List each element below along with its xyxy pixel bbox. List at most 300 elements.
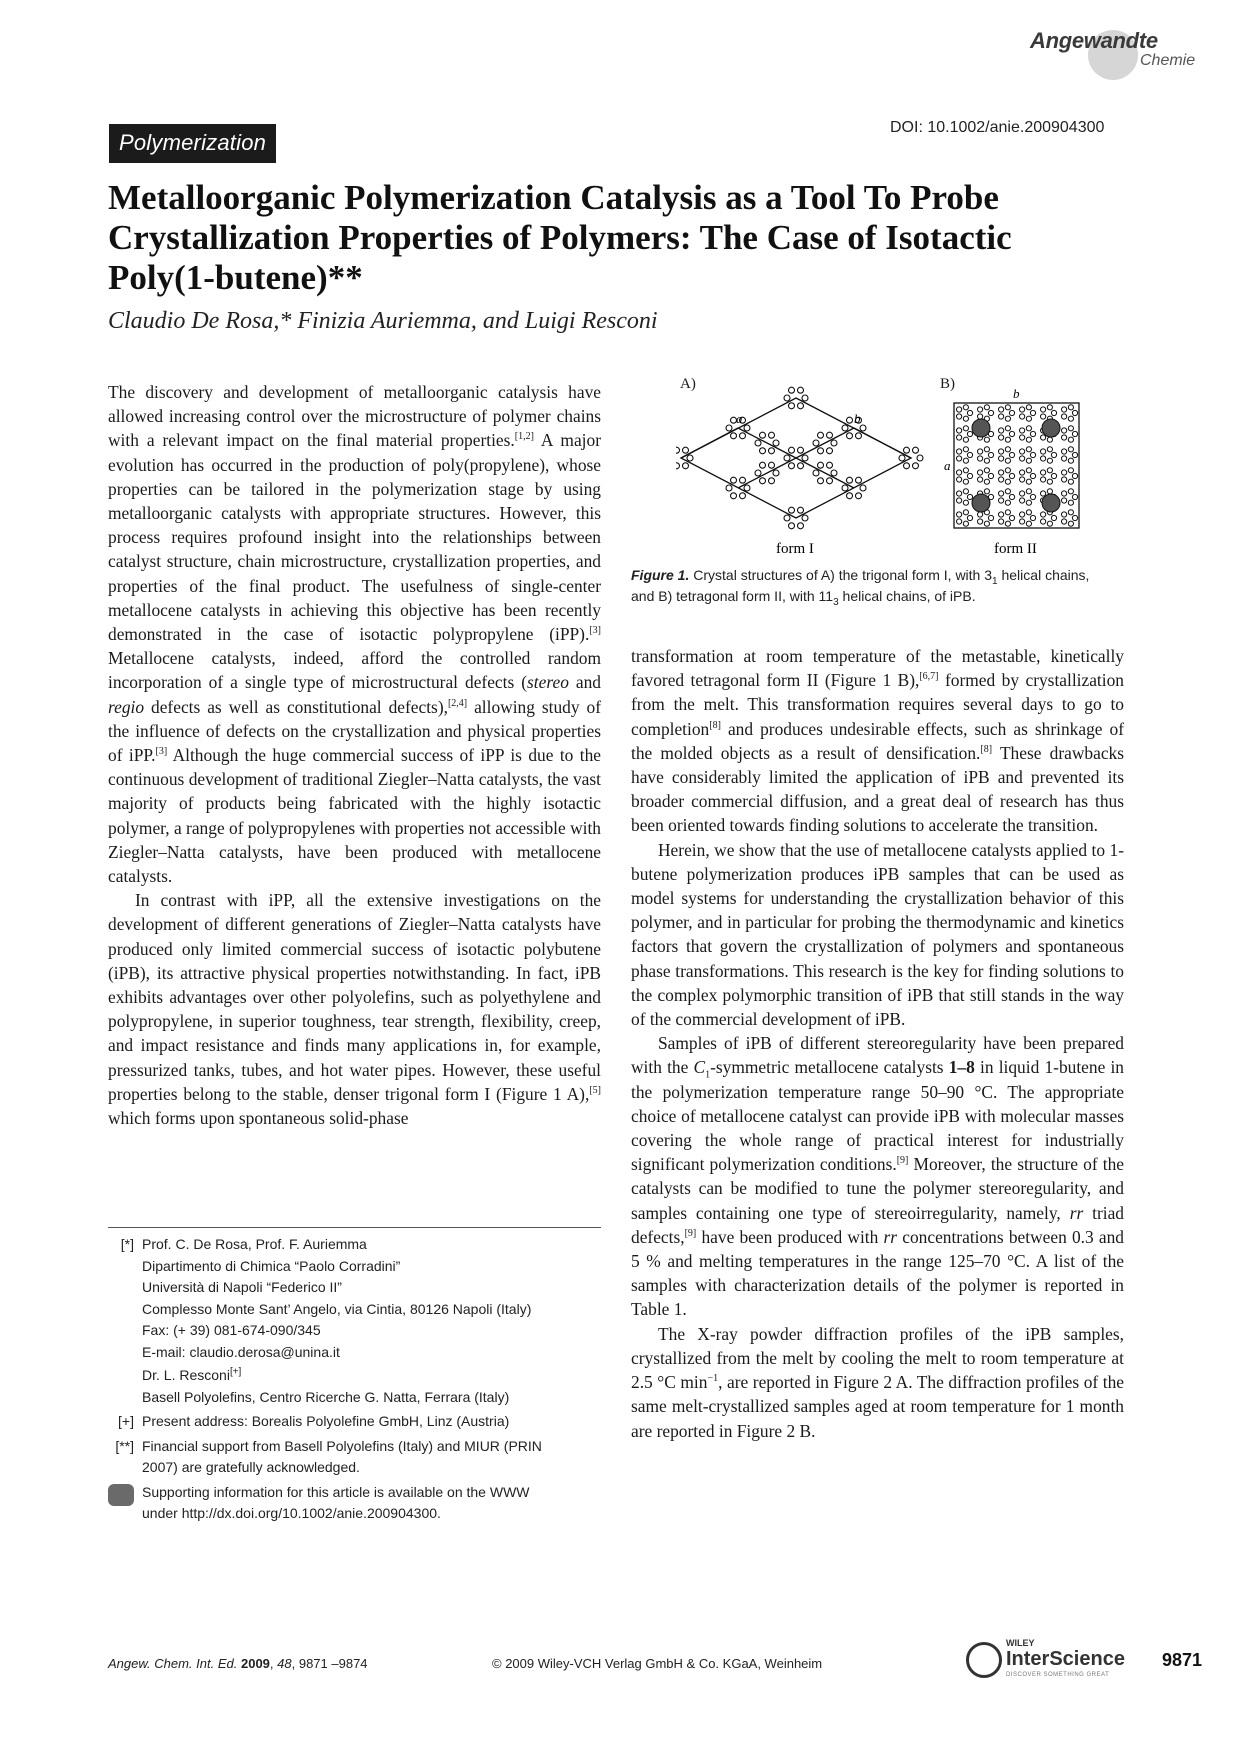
atom [1047,521,1052,526]
atom [683,447,689,453]
atom [1047,468,1052,473]
atom [760,462,766,468]
atom [773,440,779,446]
atom [1041,519,1046,524]
atom [784,515,790,521]
text: helical chains, and B) tetragonal form II, with 11 [631,567,1090,604]
atom [676,463,680,469]
atom [1005,521,1010,526]
atom [1005,458,1010,463]
atom [847,433,853,439]
atom [1005,510,1010,515]
atom [687,455,693,461]
atom [726,485,732,491]
footnote-mark: [+] [118,1413,134,1429]
atom [1005,416,1010,421]
caption-label: Figure 1. [631,567,690,583]
atom [913,463,919,469]
atom [1041,512,1046,517]
atom [802,395,808,401]
atom [978,519,983,524]
citation[interactable]: [6,7] [919,671,939,683]
italic-term: regio [108,696,145,717]
atom [744,485,750,491]
atom [1009,494,1014,499]
atom [1026,489,1031,494]
atom [1030,515,1035,520]
atom [740,433,746,439]
atom [789,463,795,469]
footnote-line: Supporting information for this article is available on the WWW [142,1483,530,1500]
form-2-label: form II [994,541,1037,557]
atom [1051,410,1056,415]
subscript: 1 [992,575,998,587]
text: allowing study of the influence of defects on the crystallization and physical properties of iPP. [108,696,602,766]
atom [818,478,824,484]
atom [978,414,983,419]
subscript: 3 [833,596,839,608]
atom [963,521,968,526]
axis-b-form-2: b [1013,386,1020,401]
citation[interactable]: [9] [896,1155,909,1167]
atom [760,448,766,454]
atom [784,455,790,461]
atom [1062,414,1067,419]
publisher-name: InterScience [1006,1648,1125,1670]
atom [1005,405,1010,410]
atom [999,470,1004,475]
atom [963,458,968,463]
footnote-mark: [*] [120,1236,134,1252]
journal-name: Angew. Chem. Int. Ed. [108,1656,238,1671]
atom [984,479,989,484]
text: concentrations between 0.3 and 5 % and melting temperatures in the range 125–70 °C. A list of the samples with characterization details of the polymer is reported in Table 1. [631,1226,1124,1320]
atom [963,426,968,431]
atom [1047,479,1052,484]
figure-1 [676,378,1086,558]
atom [963,447,968,452]
atom [1030,494,1035,499]
atom [1062,435,1067,440]
atom [1026,416,1031,421]
atom [1068,458,1073,463]
italic-term: C [693,1057,706,1078]
atom [740,493,746,499]
atom [988,473,993,478]
text: formed by crystallization from the melt. This transformation requires several days to go to completion [631,670,1124,739]
atom [827,448,833,454]
footnote-affiliation [108,1234,608,1408]
atom [963,489,968,494]
atom [1026,426,1031,431]
atom [1026,500,1031,505]
atom [1026,437,1031,442]
text: in liquid 1-butene in the polymerization temperature range 50–90 °C. The appropriate choice of metallocene catalyst can provide iPB with molecular masses covering the whole range of practical interest for industrially significant polymerization conditions. [631,1057,1124,1175]
text: and [568,672,601,693]
atom [1062,491,1067,496]
atom [1005,468,1010,473]
atom [999,519,1004,524]
atom [760,432,766,438]
atom [988,410,993,415]
atom [984,437,989,442]
journal-citation: Angew. Chem. Int. Ed. 2009, 48, 9871 –9874 [108,1656,368,1671]
atom [1026,447,1031,452]
text: Although the huge commercial success of iPP is due to the continuous development of traditional Ziegler–Natta catalysts, the vast majority of products being fabricated with the highly isotactic polymer, a range of polypropylenes with properties not accessible with Ziegler–Natta catalysts, have been produced with metallocene catalysts. [108,745,601,887]
atom [773,470,779,476]
atom [957,435,962,440]
atom [1020,435,1025,440]
atom [1062,498,1067,503]
footnote-line: Università di Napoli “Federico II” [142,1279,342,1295]
atom [1041,491,1046,496]
email-link[interactable]: E-mail: claudio.derosa@unina.it [142,1343,340,1360]
atom [755,440,761,446]
atom [957,512,962,517]
atom [789,387,795,393]
atom [978,456,983,461]
atom [999,449,1004,454]
footnote-divider [108,1227,601,1228]
atom [818,462,824,468]
atom [789,403,795,409]
supporting-info-link[interactable]: under http://dx.doi.org/10.1002/anie.200904300. [142,1505,441,1521]
atom [978,477,983,482]
atom [984,405,989,410]
atom [1041,407,1046,412]
atom [789,523,795,529]
atom [1026,510,1031,515]
atom [1051,515,1056,520]
unit-cell-form-2 [954,403,1079,528]
atom [847,493,853,499]
atom [1062,512,1067,517]
atom [1068,437,1073,442]
doi[interactable]: DOI: 10.1002/anie.200904300 [890,119,1105,136]
atom [899,455,905,461]
atom [1068,426,1073,431]
italic-term: stereo [527,672,569,693]
atom [984,458,989,463]
text: Crystal structures of A) the trigonal form I, with 3 [689,567,993,583]
atom [1009,410,1014,415]
atom [957,519,962,524]
atom [984,489,989,494]
text: which forms upon spontaneous solid-phase [108,1108,409,1129]
atom [1026,458,1031,463]
atom [967,494,972,499]
text: In contrast with iPP, all the extensive investigations on the development of different generations of Ziegler–Natta catalysts have produced only limited commercial success of isotactic polybutene (iPB), its attractive physical properties notwithstanding. In fact, iPB exhibits advantages over other polyolefins, such as polyethylene and polypropylene, in superior toughness, tear strength, flexibility, creep, and impact resistance and finds many applications in, for example, pressurized tanks, tubes, and hot water pipes. However, these useful properties belong to the stable, denser trigonal form I (Figure 1 A), [108,890,601,1104]
atom [999,428,1004,433]
atom [957,428,962,433]
atom [978,449,983,454]
atom [963,479,968,484]
footnote-line [142,1365,531,1387]
atom [1026,521,1031,526]
paragraph: Herein, we show that the use of metallocene catalysts applied to 1-butene polymerization produces iPB samples that can be used as model systems for understanding the crystallization behavior of this polymer, and in particular for probing the thermodynamic and kinetics factors that govern the crystallization of polymers and spontaneous phase transformations. This research is the key for finding solutions to the complex polymorphic transition of iPB that still stands in the way of the commercial development of iPB. [631,839,1124,1030]
atom [1062,470,1067,475]
footnote-funding [108,1436,608,1479]
atom [1062,407,1067,412]
text: and produces undesirable effects, such as shrinkage of the molded objects as a result of densification. [631,718,1124,763]
atom [1072,452,1077,457]
atom [1005,437,1010,442]
text: A major evolution has occurred in the production of poly(propylene), whose properties can be tailored in the polymerization stage by using metalloorganic catalysts with appropriate structures. However, this process requires profound insight into the relationships between catalyst structure, chain microstructure, crystallization properties, and properties of the final product. The usefulness of single-center metallocene catalysts in achieving this objective has been recently demonstrated in the case of isotactic polypropylene (iPP). [108,430,601,645]
atom [1068,521,1073,526]
footnote-present-address [108,1411,608,1433]
atom [1068,479,1073,484]
atom [784,395,790,401]
atom [1068,489,1073,494]
figure-panel-label-a: A) [680,376,696,392]
atom [1030,431,1035,436]
atom [1020,498,1025,503]
atom [1062,477,1067,482]
citation[interactable]: [3] [155,746,168,758]
atom [683,463,689,469]
atom [1005,500,1010,505]
citation[interactable]: [1,2] [514,431,534,443]
atom [831,470,837,476]
atom [1068,510,1073,515]
atom [789,507,795,513]
atom [769,432,775,438]
interscience-logo [966,1636,1146,1686]
subscript: 1 [705,1069,711,1081]
atom [856,493,862,499]
text: helical chains, of iPB. [838,588,976,604]
atom [967,473,972,478]
atom [1020,449,1025,454]
atom [957,477,962,482]
italic-term: rr [883,1226,898,1247]
atom [978,407,983,412]
footnote-line: Complesso Monte Sant’ Angelo, via Cintia, 80126 Napoli (Italy) [142,1300,532,1317]
atom [1068,500,1073,505]
form-1-label: form I [776,541,814,557]
atom [842,425,848,431]
footnote-line: Prof. C. De Rosa, Prof. F. Auriemma [142,1236,367,1252]
article-authors: Claudio De Rosa,* Finizia Auriemma, and Luigi Resconi [108,308,658,334]
atom [813,440,819,446]
atom [831,440,837,446]
section-tag: Polymerization [109,124,276,163]
citation[interactable]: [2,4] [447,697,468,709]
text: -symmetric metallocene catalysts [710,1057,949,1078]
journal-year: 2009 [240,1656,270,1671]
atom [999,491,1004,496]
atom [967,431,972,436]
paragraph [631,1031,1124,1321]
atom [999,407,1004,412]
atom [904,447,910,453]
text: Samples of iPB of different stereoregularity have been prepared with the [631,1033,1124,1078]
atom [1020,477,1025,482]
footnote-line: Dipartimento di Chimica “Paolo Corradini” [142,1257,401,1274]
atom [798,463,804,469]
atom [963,437,968,442]
atom [1068,416,1073,421]
atom [731,477,737,483]
atom [1041,456,1046,461]
paragraph [631,1322,1124,1443]
footnote-line: Fax: (+ 39) 081-674-090/345 [142,1322,321,1338]
atom [842,485,848,491]
atom [978,470,983,475]
atom [802,515,808,521]
atom [789,447,795,453]
atom [1041,470,1046,475]
atom [1068,405,1073,410]
page-number: 9871 [1162,1650,1203,1670]
journal-volume: 48 [277,1656,292,1671]
atom [818,432,824,438]
atom [957,456,962,461]
figure-panel-label-b: B) [940,376,955,392]
atom [1068,468,1073,473]
atom [1062,456,1067,461]
atom [1072,494,1077,499]
atom [1020,414,1025,419]
atom [856,477,862,483]
atom [917,455,923,461]
footnote-line: Present address: Borealis Polyolefine GmbH, Linz (Austria) [142,1413,510,1429]
atom [1062,519,1067,524]
atom [957,449,962,454]
axis-a-form-2: a [944,458,951,473]
atom [1005,479,1010,484]
text: The discovery and development of metalloorganic catalysis have allowed increasing control over the microstructure of polymer chains with a relevant impact on the final material properties. [108,382,601,451]
crystal-structure-diagram [676,378,1086,558]
atom [957,407,962,412]
text: These drawbacks have considerably limited the application of iPB and prevented its broader commercial diffusion, and a great deal of research has thus been oriented towards finding solutions to accelerate the transition. [631,742,1124,836]
atom [1072,431,1077,436]
footnote-mark: [**] [115,1437,134,1454]
atoms-form-1 [676,387,923,529]
atom [860,425,866,431]
text: Moreover, the structure of the catalysts can be modified to tune the polymer stereoregularity, and samples containing one type of stereoirregularity, namely, [631,1154,1124,1223]
atom [847,417,853,423]
superscript: −1 [707,1373,719,1385]
logo-title: Angewandte [1030,28,1158,53]
atom [1020,491,1025,496]
atom [963,416,968,421]
atom [1047,447,1052,452]
atom [967,452,972,457]
atom [1068,447,1073,452]
atom [984,521,989,526]
atom [957,414,962,419]
text: transformation at room temperature of the metastable, kinetically favored tetragonal form II (Figure 1 B), [631,646,1124,691]
atom [818,448,824,454]
paragraph [631,644,1124,838]
atom [1041,414,1046,419]
atom [1005,426,1010,431]
atom [999,498,1004,503]
atom [963,500,968,505]
atom [1047,458,1052,463]
atom [798,403,804,409]
text: have been produced with [696,1226,884,1247]
footnote-line: Basell Polyolefins, Centro Ricerche G. Natta, Ferrara (Italy) [142,1388,510,1405]
atom [1072,473,1077,478]
axis-b-form-1: b [854,411,861,426]
atom [1026,405,1031,410]
atom [1020,470,1025,475]
atom [1009,515,1014,520]
citation[interactable]: [9] [684,1228,697,1240]
atom [760,478,766,484]
atom [999,456,1004,461]
footnote-supporting-info [108,1482,608,1525]
atom [1062,449,1067,454]
citation[interactable]: [8] [980,744,993,756]
atom [984,468,989,473]
atom [957,491,962,496]
footnote-line: Financial support from Basell Polyolefins (Italy) and MIUR (PRIN [142,1437,542,1454]
atom [904,463,910,469]
atom [726,425,732,431]
atom [1041,449,1046,454]
journal-pages: 9871 –9874 [298,1656,368,1671]
atom [769,478,775,484]
text: Metallocene catalysts, indeed, afford the controlled random incorporation of a single type of microstructural defects ( [108,648,601,693]
body-column-right [631,644,1124,1443]
citation[interactable]: [3] [589,625,601,637]
text: , are reported in Figure 2 A. The diffraction profiles of the same melt-crystallized samples aged at room temperature for 1 month are reported in Figure 2 B. [631,1372,1124,1441]
atom [798,507,804,513]
atom [676,447,680,453]
article-title: Metalloorganic Polymerization Catalysis as a Tool To Probe Crystallization Properties of Polymers: The Case of Isotactic Poly(1-butene)** [108,178,1012,297]
paragraph [108,380,601,888]
atom [1047,437,1052,442]
atom [1047,405,1052,410]
atom [827,478,833,484]
atom [740,477,746,483]
logo-subtitle: Chemie [1140,52,1196,69]
text: defects as well as constitutional defects), [144,696,448,717]
atom [1072,515,1077,520]
paragraph [108,888,601,1130]
publisher-tagline: DISCOVER SOMETHING GREAT [1006,1672,1110,1678]
atom [1072,410,1077,415]
body-column-left [108,380,601,1130]
atom [1026,479,1031,484]
atom [1020,407,1025,412]
atom [769,462,775,468]
atom [1047,489,1052,494]
atom [813,470,819,476]
atom [1030,410,1035,415]
atom [847,477,853,483]
atom [1020,512,1025,517]
atom [963,468,968,473]
atom [798,387,804,393]
publisher-small: WILEY [1006,1638,1035,1648]
atom [802,455,808,461]
axis-a-form-1: a [736,411,743,426]
atom [827,432,833,438]
atom [984,447,989,452]
atom [999,512,1004,517]
citation[interactable]: [5] [589,1085,601,1097]
atom [744,425,750,431]
citation[interactable]: [8] [709,719,721,731]
atom [999,435,1004,440]
atom [1062,428,1067,433]
atom [967,515,972,520]
atom [978,512,983,517]
